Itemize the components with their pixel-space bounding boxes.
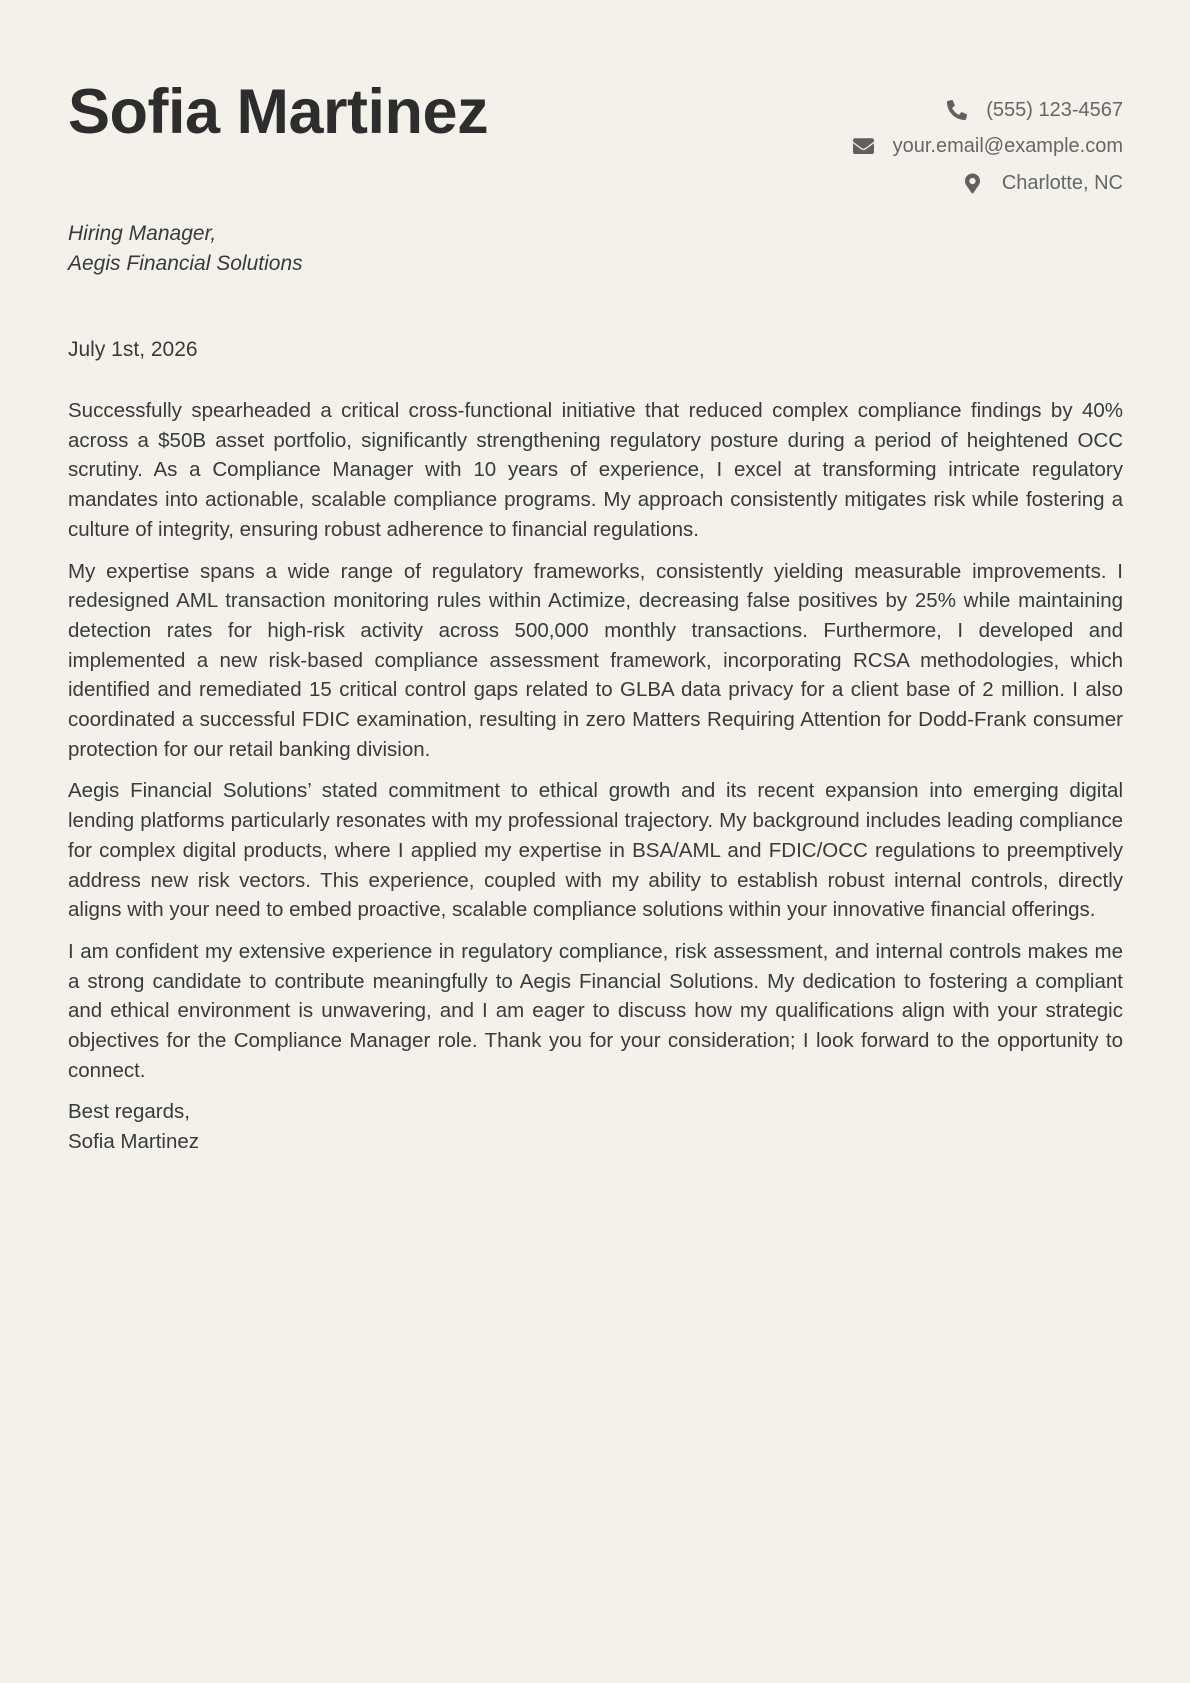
phone-icon (946, 99, 968, 121)
cover-letter-page (68, 0, 1123, 1683)
closing-salutation: Best regards, (68, 1100, 190, 1124)
contact-email-row (853, 129, 1123, 166)
envelope-icon (853, 136, 875, 158)
applicant-name: Sofia Martinez (68, 77, 489, 147)
signature-name: Sofia Martinez (68, 1130, 200, 1154)
contact-location-row (853, 165, 1123, 202)
body-paragraph: My expertise spans a wide range of regulatory frameworks, consistently yielding measurable improvements. I redesigned AML transaction monitoring rules within Actimize, decreasing false positives by 25% while maintaining detection rates for high-risk activity across 500,000 monthly transactions. Furthermore, I developed and implemented a new risk-based compliance assessment framework, incorporating RCSA methodologies, which identified and remediated 15 critical control gaps related to GLBA data privacy for a client base of 2 million. I also coordinated a successful FDIC examination, resulting in zero Matters Requiring Attention for Dodd-Frank consumer protection for our retail banking division. (68, 559, 1123, 761)
recipient-title: Hiring Manager, (68, 222, 217, 245)
contact-phone: (555) 123-4567 (986, 98, 1123, 121)
recipient-company: Aegis Financial Solutions (68, 252, 303, 275)
contact-info (853, 92, 1123, 202)
contact-location: Charlotte, NC (1001, 171, 1123, 194)
contact-email: your.email@example.com (892, 135, 1123, 158)
body-paragraph: Aegis Financial Solutions’ stated commitment to ethical growth and its recent expansion into emerging digital lending platforms particularly resonates with my professional trajectory. My background includes leading compliance for complex digital products, where I applied my expertise in BSA/AML and FDIC/OCC regulations to preemptively address new risk vectors. This experience, coupled with my ability to establish robust internal controls, directly aligns with your need to embed proactive, scalable compliance solutions within your innovative financial offerings. (68, 779, 1123, 922)
body-paragraph: Successfully spearheaded a critical cross-functional initiative that reduced complex compliance findings by 40% across a $50B asset portfolio, significantly strengthening regulatory posture during a period of heightened OCC scrutiny. As a Compliance Manager with 10 years of experience, I excel at transforming intricate regulatory mandates into actionable, scalable compliance programs. My approach consistently mitigates risk while fostering a culture of integrity, ensuring robust adherence to financial regulations. (68, 399, 1123, 541)
contact-phone-row (853, 92, 1123, 129)
letter-date: July 1st, 2026 (68, 338, 198, 361)
recipient-block (68, 219, 303, 279)
letter-body (68, 396, 1123, 1157)
closing-block (68, 1097, 1123, 1156)
body-paragraph: I am confident my extensive experience in regulatory compliance, risk assessment, and internal controls makes me a strong candidate to contribute meaningfully to Aegis Financial Solutions. My dedication to fostering a compliant and ethical environment is unwavering, and I am eager to discuss how my qualifications align with your strategic objectives for the Compliance Manager role. Thank you for your consideration; I look forward to the opportunity to connect. (68, 939, 1123, 1082)
map-pin-icon (962, 172, 984, 194)
